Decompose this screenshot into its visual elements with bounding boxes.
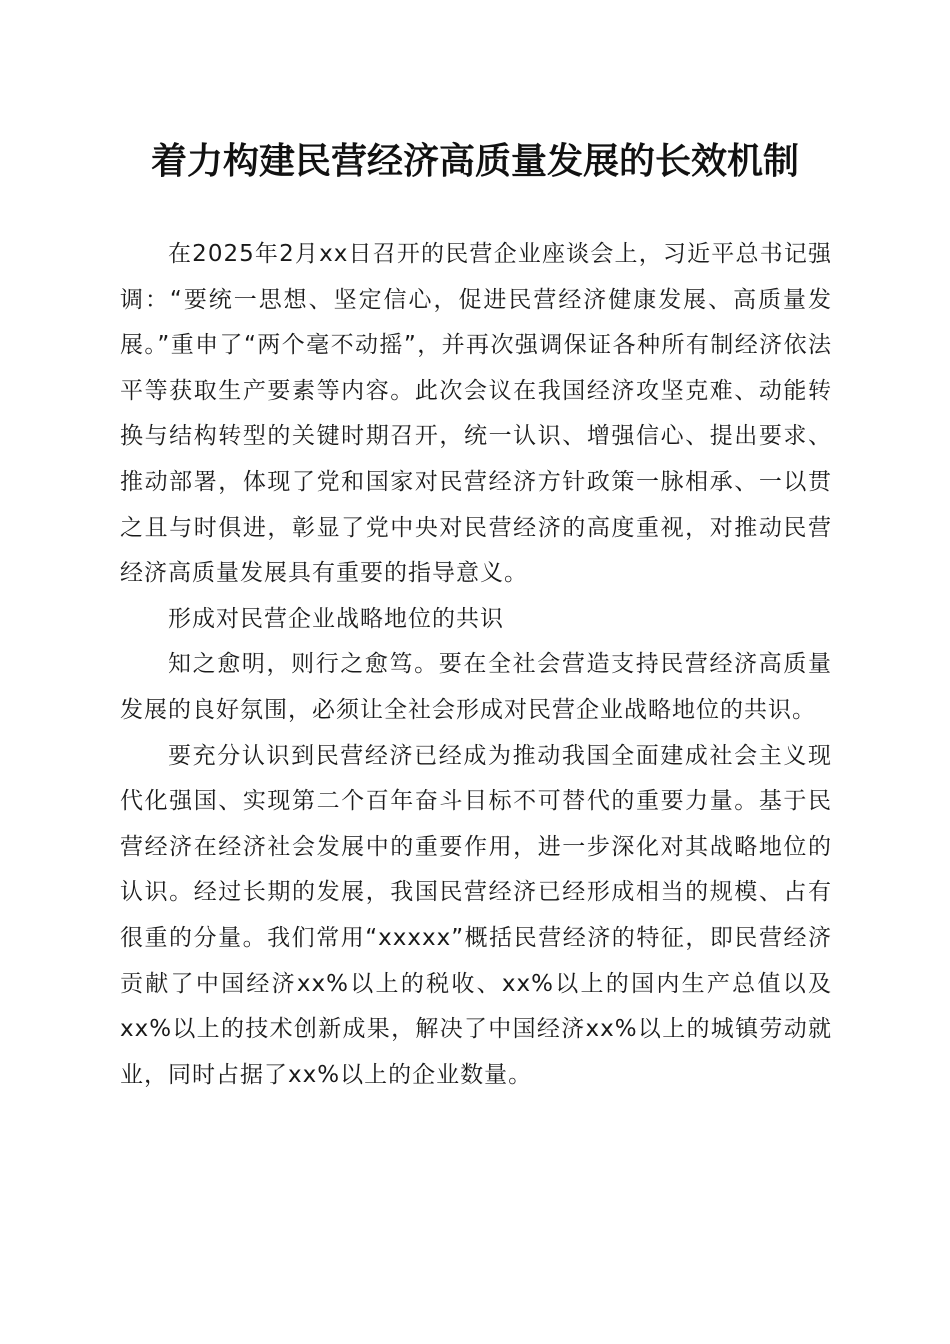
document-title: 着力构建民营经济高质量发展的长效机制 [150, 140, 799, 182]
document-body [120, 232, 832, 1098]
section-heading: 形成对民营企业战略地位的共识 [168, 605, 504, 632]
paragraph-intro: 在2025年2月xx日召开的民营企业座谈会上，习近平总书记强调：“要统一思想、坚定信心，促进民营经济健康发展、高质量发展。”重申了“两个毫不动摇”，并再次强调保证各种所有制经济依法平等获取生产要素等内容。此次会议在我国经济攻坚克难、动能转换与结构转型的关键时期召开，统一认识、增强信心、提出要求、推动部署，体现了党和国家对民营经济方针政策一脉相承、一以贯之且与时俱进，彰显了党中央对民营经济的高度重视，对推动民营经济高质量发展具有重要的指导意义。 [120, 241, 832, 587]
paragraph-consensus: 知之愈明，则行之愈笃。要在全社会营造支持民营经济高质量发展的良好氛围，必须让全社会形成对民营企业战略地位的共识。 [120, 651, 832, 723]
paragraph-strategic-role: 要充分认识到民营经济已经成为推动我国全面建成社会主义现代化强国、实现第二个百年奋斗目标不可替代的重要力量。基于民营经济在经济社会发展中的重要作用，进一步深化对其战略地位的认识。经过长期的发展，我国民营经济已经形成相当的规模、占有很重的分量。我们常用“xxxxx”概括民营经济的特征，即民营经济贡献了中国经济xx%以上的税收、xx%以上的国内生产总值以及xx%以上的技术创新成果，解决了中国经济xx%以上的城镇劳动就业，同时占据了xx%以上的企业数量。 [120, 742, 832, 1088]
